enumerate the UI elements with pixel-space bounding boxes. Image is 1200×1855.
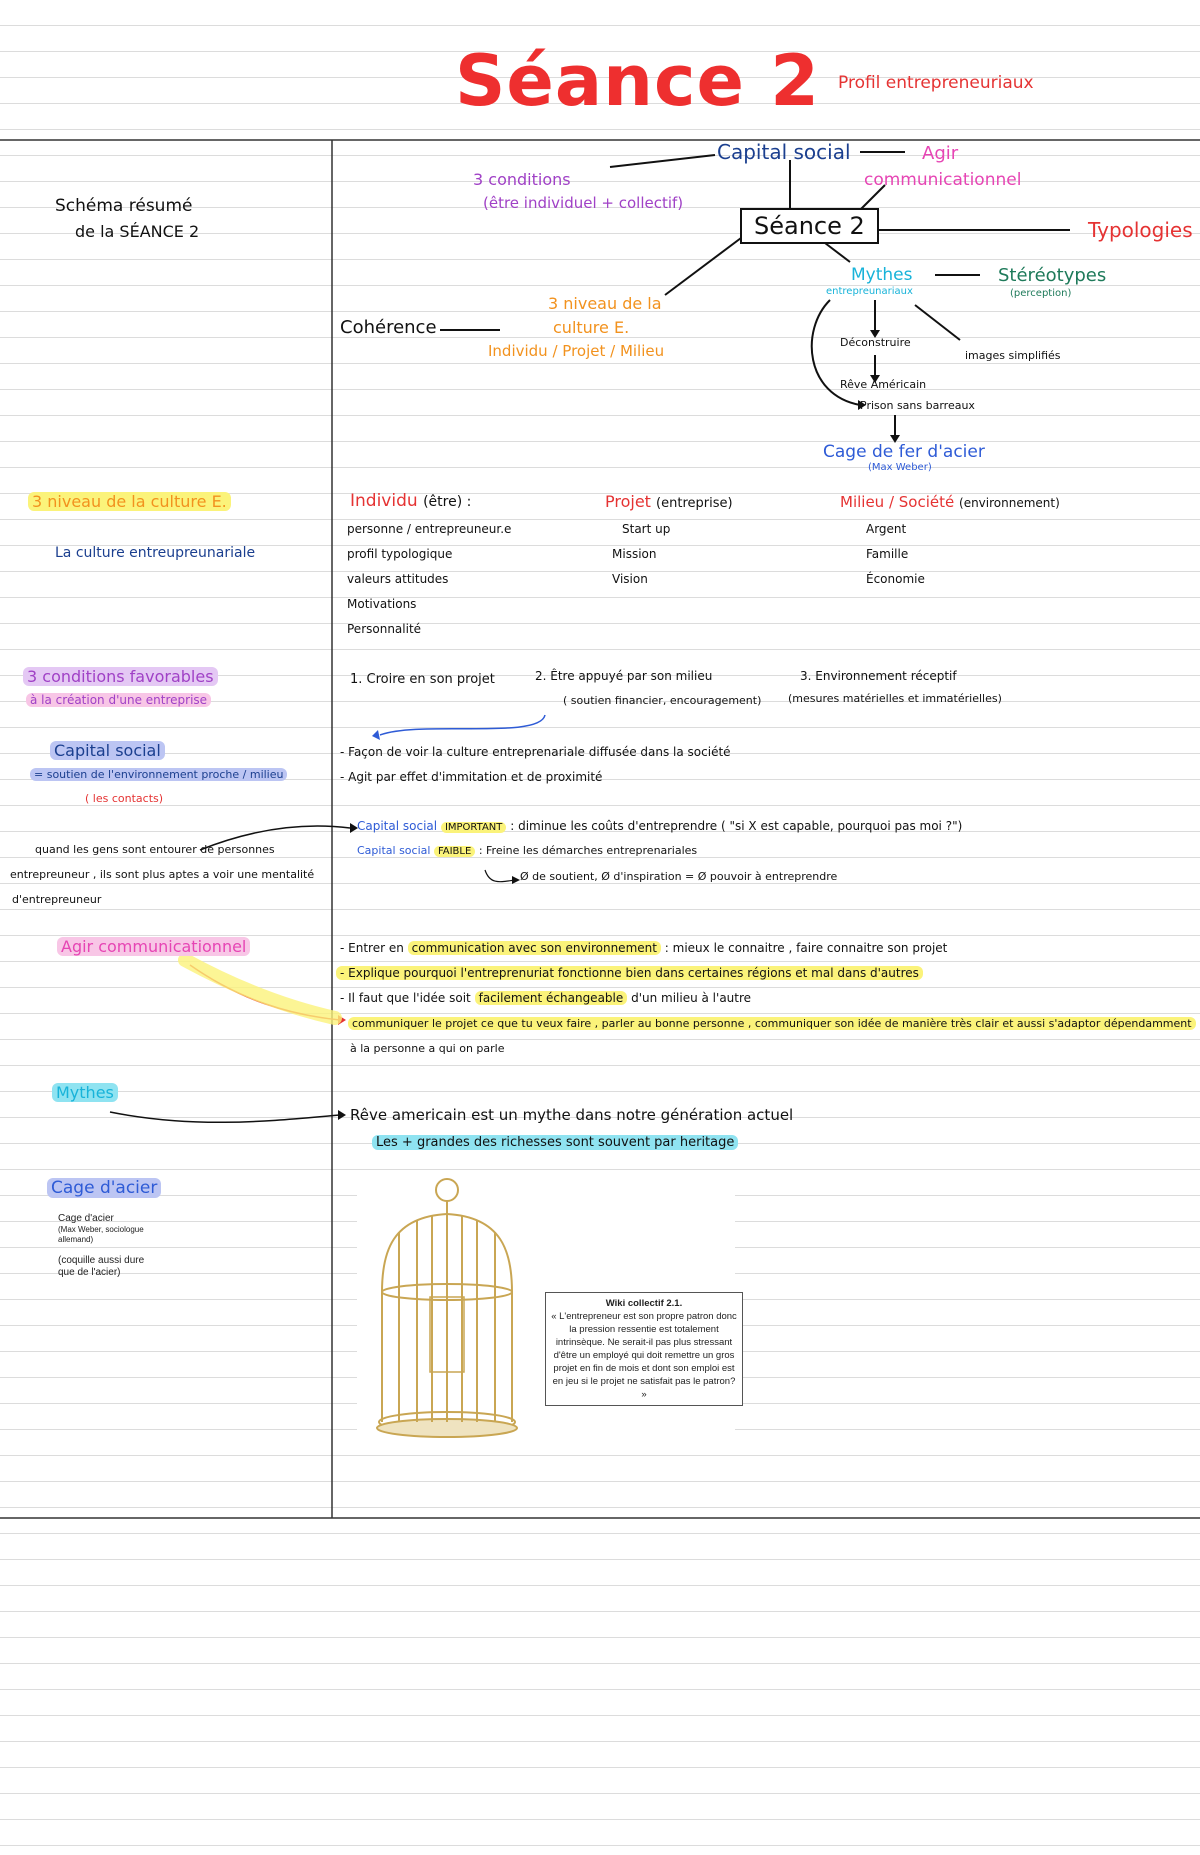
mindmap-mythes-sub: entrepreunariaux (826, 286, 913, 297)
mindmap-agir-2: communicationnel (864, 170, 1022, 190)
mindmap-typologies: Typologies (1088, 218, 1193, 242)
sidebar-capital-sub: = soutien de l'environnement proche / milieu (30, 768, 287, 781)
cage-note: Cage d'acier (Max Weber, sociologue allemand) (coquille aussi dure que de l'acier) (58, 1213, 145, 1278)
mindmap-stereotypes: Stéréotypes (998, 265, 1107, 286)
condition-3: 3. Environnement réceptif (800, 669, 957, 683)
condition-3-sub: (mesures matérielles et immatérielles) (788, 692, 1002, 705)
sidebar-mythes-label: Mythes (52, 1083, 118, 1102)
mindmap-cage-sub: (Max Weber) (868, 462, 932, 473)
mindmap-prison: Prison sans barreaux (860, 399, 975, 412)
mindmap-reve: Rêve Américain (840, 378, 927, 391)
individu-item-4: Personnalité (347, 622, 422, 636)
mindmap-niveau-1: 3 niveau de la (548, 294, 662, 313)
schema-title-line1: Schéma résumé (55, 196, 193, 216)
mindmap-images: images simplifiés (965, 349, 1061, 362)
sidebar-quand-line1: quand les gens sont entourer de personnes (35, 843, 275, 856)
schema-title-line2: de la SÉANCE 2 (75, 222, 200, 241)
projet-item-0: Start up (622, 522, 671, 536)
sidebar-agir-label: Agir communicationnel (57, 937, 250, 956)
agir-line-1: - Entrer en communication avec son environnement : mieux le connaitre , faire connaitre son projet (340, 941, 948, 955)
mindmap-cage: Cage de fer d'acier (823, 442, 985, 462)
individu-item-1: profil typologique (347, 547, 453, 561)
mindmap-center: Séance 2 (740, 208, 879, 244)
mythes-line-1: Rêve americain est un mythe dans notre génération actuel (350, 1106, 794, 1124)
mindmap-conditions: 3 conditions (473, 170, 571, 189)
individu-item-3: Motivations (347, 597, 417, 611)
capital-line-2: - Agit par effet d'immitation et de proximité (340, 770, 603, 784)
mindmap-niveau-3: Individu / Projet / Milieu (488, 342, 665, 360)
capital-line-1: - Façon de voir la culture entreprenariale diffusée dans la société (340, 745, 731, 759)
mindmap-mythes: Mythes (851, 265, 913, 285)
individu-heading: Individu (être) : (350, 491, 472, 511)
individu-item-2: valeurs attitudes (347, 572, 449, 586)
mindmap-deconstruire: Déconstruire (840, 336, 911, 349)
page-title: Séance 2 (455, 40, 821, 122)
sidebar-conditions-label: 3 conditions favorables (23, 667, 218, 686)
sidebar-conditions-sub: à la création d'une entreprise (26, 693, 211, 707)
agir-line-4: communiquer le projet ce que tu veux faire , parler au bonne personne , communiquer son idée de manière très clair et aussi s'adaptor dépendamment (348, 1017, 1196, 1030)
sidebar-niveau-label: 3 niveau de la culture E. (28, 492, 231, 511)
milieu-item-0: Argent (866, 522, 907, 536)
milieu-heading: Milieu / Société (environnement) (840, 493, 1060, 511)
mindmap-stereotypes-sub: (perception) (1010, 288, 1072, 299)
sidebar-quand-line3: d'entrepreuneur (12, 893, 102, 906)
mindmap-coherence: Cohérence (340, 317, 437, 338)
projet-item-2: Vision (612, 572, 648, 586)
page-subtitle: Profil entrepreneuriaux (838, 73, 1034, 93)
condition-2: 2. Être appuyé par son milieu (535, 669, 713, 683)
sidebar-culture-label: La culture entreupreunariale (55, 545, 256, 561)
agir-line-3: - Il faut que l'idée soit facilement échangeable d'un milieu à l'autre (340, 991, 752, 1005)
condition-1: 1. Croire en son projet (350, 672, 495, 687)
milieu-item-1: Famille (866, 547, 909, 561)
mindmap-agir: Agir (922, 143, 959, 164)
wiki-box: Wiki collectif 2.1. « L'entrepreneur est son propre patron donc la pression ressentie est totalement intrinsèque. Ne serait-il pas plus stressant d'être un employé qui doit remettre un gros projet en fin de mois et dont son emploi est en jeu si le projet ne satisfait pas le patron? » (545, 1292, 743, 1406)
sidebar-capital-label: Capital social (50, 741, 165, 760)
milieu-item-2: Économie (866, 572, 925, 586)
mindmap-conditions-sub: (être individuel + collectif) (483, 194, 684, 212)
birdcage-image-panel (357, 1172, 735, 1452)
agir-line-5: à la personne a qui on parle (350, 1042, 505, 1055)
mindmap-niveau-2: culture E. (553, 318, 630, 337)
condition-2-sub: ( soutien financier, encouragement) (563, 694, 762, 707)
birdcage-icon (362, 1172, 542, 1452)
agir-line-2: - Explique pourquoi l'entreprenuriat fonctionne bien dans certaines régions et mal dans d'autres (336, 966, 923, 980)
projet-item-1: Mission (612, 547, 657, 561)
individu-item-0: personne / entrepreuneur.e (347, 522, 512, 536)
sidebar-quand-line2: entrepreuneur , ils sont plus aptes a voir une mentalité (10, 868, 315, 881)
sidebar-cage-label: Cage d'acier (47, 1178, 161, 1198)
capital-consequence: Ø de soutient, Ø d'inspiration = Ø pouvoir à entreprendre (520, 870, 838, 883)
sidebar-capital-contacts: ( les contacts) (85, 792, 164, 805)
mythes-line-2: Les + grandes des richesses sont souvent par heritage (372, 1135, 738, 1150)
capital-important-line: Capital social IMPORTANT : diminue les coûts d'entreprendre ( "si X est capable, pourquoi pas moi ?") (357, 819, 963, 833)
projet-heading: Projet (entreprise) (605, 492, 733, 511)
capital-faible-line: Capital social FAIBLE : Freine les démarches entreprenariales (357, 844, 698, 857)
mindmap-capital-social: Capital social (717, 140, 851, 164)
